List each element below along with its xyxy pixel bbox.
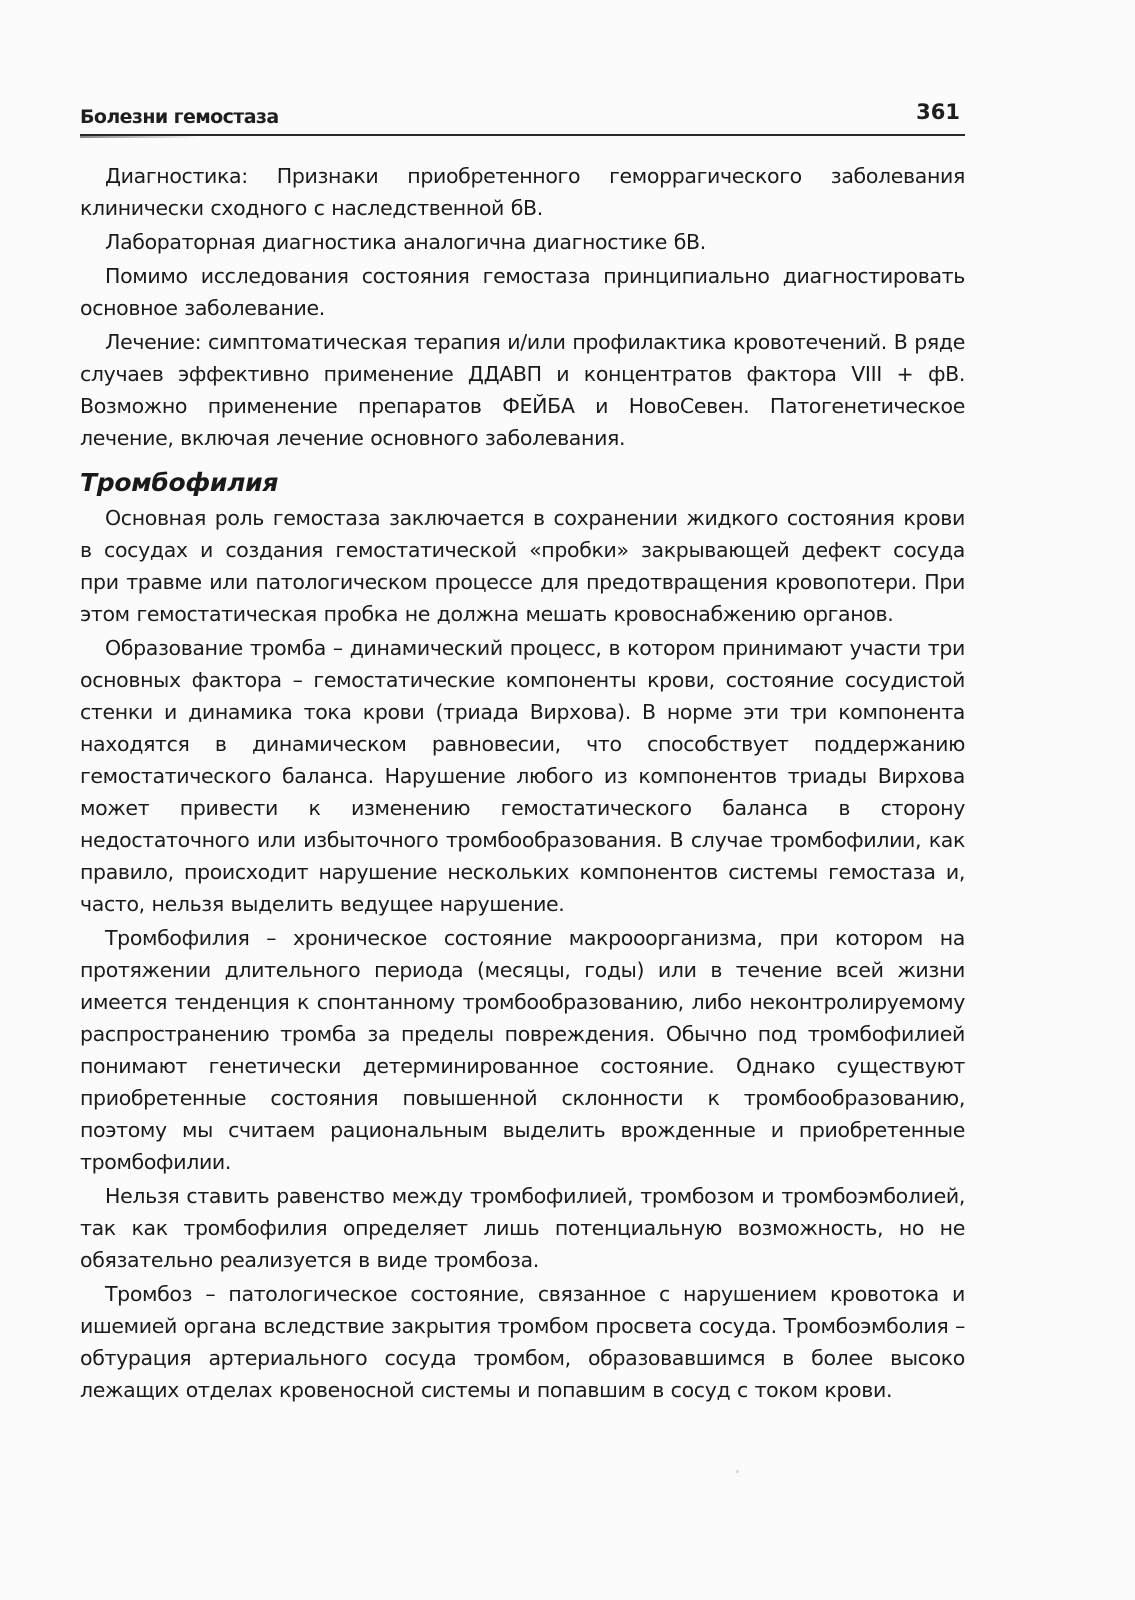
page-body — [80, 160, 965, 1408]
scan-speck — [736, 1470, 739, 1473]
section-heading: Тромбофилия — [80, 468, 279, 497]
paragraph-underlying-disease: Помимо исследования состояния гемостаза принципиально диагностировать основное заболевание. — [80, 264, 965, 320]
paragraph-hemostasis-role: Основная роль гемостаза заключается в сохранении жидкого состояния крови в сосудах и создания гемостатической «пробки» закрывающей дефект сосуда при травме или патологическом процессе для предотвращения кровопотери. При этом гемостатическая пробка не должна мешать кровоснабжению органов. — [80, 506, 965, 626]
header-rule — [80, 134, 965, 136]
running-title: Болезни гемостаза — [80, 106, 279, 128]
running-header — [80, 100, 960, 136]
paragraph-thrombus-formation: Образование тромба – динамический процесс, в котором принимают участи три основных фактора – гемостатические компоненты крови, состояние сосудистой стенки и динамика тока крови (триада Вирхова). В норме эти три компонента находятся в динамическом равновесии, что способствует поддержанию гемостатического баланса. Нарушение любого из компонентов триады Вирхова может привести к изменению гемостатического баланса в сторону недостаточного или избыточного тромбообразования. В случае тромбофилии, как правило, происходит нарушение нескольких компонентов системы гемостаза и, часто, нельзя выделить ведущее нарушение. — [80, 636, 965, 916]
paragraph-lab-diagnostics: Лабораторная диагностика аналогична диагностике бВ. — [105, 230, 706, 254]
paragraph-not-equal: Нельзя ставить равенство между тромбофилией, тромбозом и тромбоэмболией, так как тромбофилия определяет лишь потенциальную возможность, но не обязательно реализуется в виде тромбоза. — [80, 1184, 965, 1272]
paragraph-diagnostics: Диагностика: Признаки приобретенного геморрагического заболевания клинически сходного с наследственной бВ. — [80, 164, 965, 220]
page-number: 361 — [916, 100, 960, 124]
header-rule-shadow — [80, 136, 200, 138]
paragraph-thrombophilia-definition: Тромбофилия – хроническое состояние макрооорганизма, при котором на протяжении длительного периода (месяцы, годы) или в течение всей жизни имеется тенденция к спонтанному тромбообразованию, либо неконтролируемому распространению тромба за пределы повреждения. Обычно под тромбофилией понимают генетически детерминированное состояние. Однако существуют приобретенные состояния повышенной склонности к тромбообразованию, поэтому мы считаем рациональным выделить врожденные и приобретенные тромбофилии. — [80, 926, 965, 1174]
paragraph-treatment: Лечение: симптоматическая терапия и/или профилактика кровотечений. В ряде случаев эффективно применение ДДАВП и концентратов фактора VIII + фВ. Возможно применение препаратов ФЕЙБА и НовоСевен. Патогенетическое лечение, включая лечение основного заболевания. — [80, 330, 965, 450]
paragraph-thrombosis-definition: Тромбоз – патологическое состояние, связанное с нарушением кровотока и ишемией органа вследствие закрытия тромбом просвета сосуда. Тромбоэмболия – обтурация артериального сосуда тромбом, образовавшимся в более высоко лежащих отделах кровеносной системы и попавшим в сосуд с током крови. — [80, 1282, 965, 1402]
